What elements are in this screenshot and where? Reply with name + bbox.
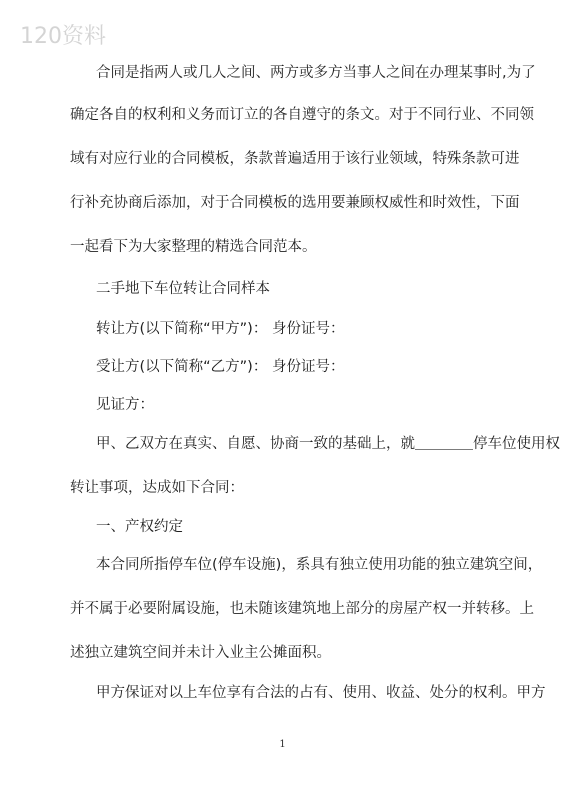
party-a-line: 转让方(以下简称“甲方”)： 身份证号： bbox=[96, 321, 345, 337]
paragraph-line: 行补充协商后添加，对于合同模板的选用要兼顾权威性和时效性，下面 bbox=[70, 195, 520, 211]
page-number: 1 bbox=[279, 739, 286, 750]
paragraph-line: 转让事项，达成如下合同： bbox=[70, 480, 244, 496]
paragraph-line: 合同是指两人或几人之间、两方或多方当事人之间在办理某事时,为了 bbox=[96, 65, 536, 81]
paragraph-line: 确定各自的权利和义务而订立的各自遵守的条文。对于不同行业、不同领 bbox=[70, 107, 534, 123]
paragraph-line: 并不属于必要附属设施，也未随该建筑地上部分的房屋产权一并转移。上 bbox=[70, 601, 534, 617]
party-b-line: 受让方(以下简称“乙方”)： 身份证号： bbox=[96, 359, 345, 375]
paragraph-line: 甲方保证对以上车位享有合法的占有、使用、收益、处分的权利。甲方 bbox=[96, 685, 546, 701]
paragraph-line: 甲、乙双方在真实、自愿、协商一致的基础上，就＿＿＿＿停车位使用权 bbox=[96, 436, 560, 452]
witness-line: 见证方： bbox=[96, 397, 154, 413]
section-title: 二手地下车位转让合同样本 bbox=[96, 281, 270, 297]
section-heading: 一、产权约定 bbox=[96, 519, 183, 535]
paragraph-line: 本合同所指停车位(停车设施)，系具有独立使用功能的独立建筑空间， bbox=[96, 557, 543, 573]
paragraph-line: 域有对应行业的合同模板，条款普遍适用于该行业领域，特殊条款可进 bbox=[70, 151, 520, 167]
paragraph-line: 述独立建筑空间并未计入业主公摊面积。 bbox=[70, 645, 331, 661]
watermark-logo: 120资料 bbox=[20, 24, 106, 49]
paragraph-line: 一起看下为大家整理的精选合同范本。 bbox=[70, 239, 317, 255]
